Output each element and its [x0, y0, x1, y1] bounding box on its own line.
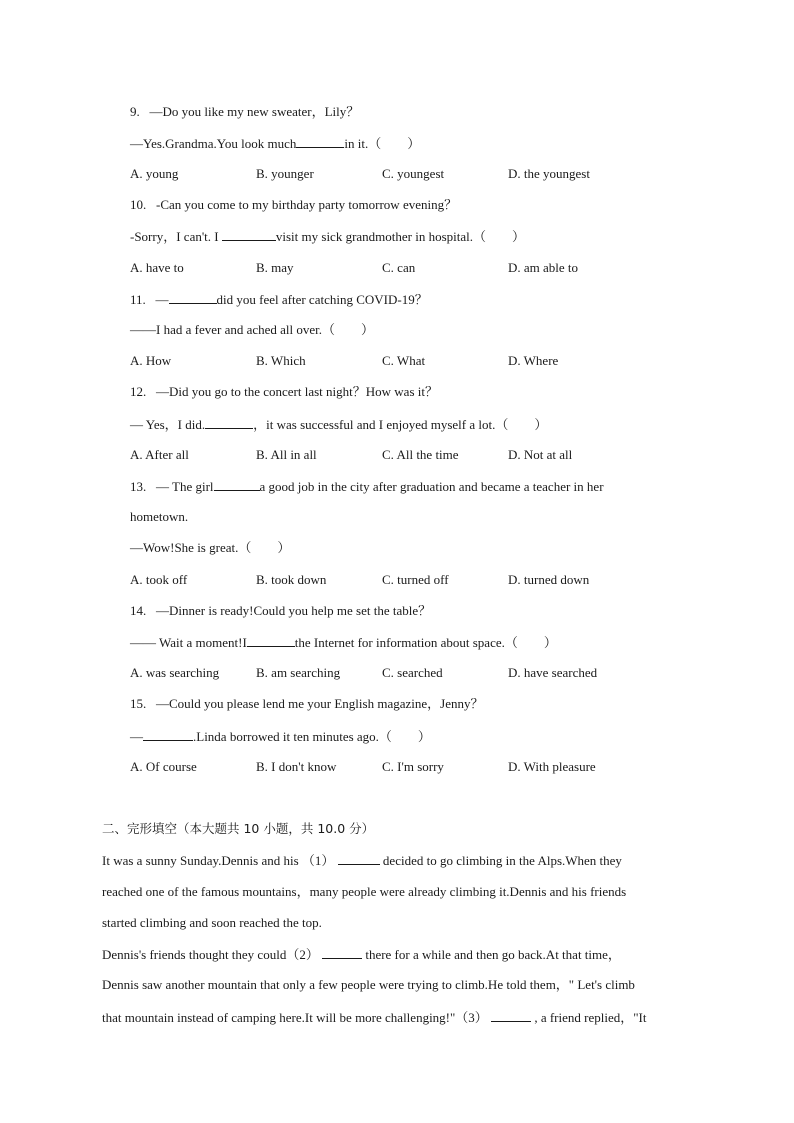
passage-line: that mountain instead of camping here.It will be more challenging!"（3） , a friend replied，"It	[102, 1010, 647, 1025]
question-12-answer-line: — Yes，I did. ，it was successful and I enjoyed myself a lot.（ ）	[130, 417, 548, 432]
passage-line: Dennis's friends thought they could（2） there for a while and then go back.At that time，	[102, 947, 621, 962]
answer-blank	[222, 227, 276, 241]
option-b: B. Which	[256, 353, 306, 368]
question-10-answer-line: -Sorry，I can't. I visit my sick grandmother in hospital.（ ）	[130, 229, 526, 244]
option-d: D. the youngest	[508, 166, 590, 181]
question-number: 15.	[130, 696, 147, 711]
question-11-prompt: 11. — did you feel after catching COVID-19？	[130, 292, 428, 307]
question-11-answer-line: ——I had a fever and ached all over.（ ）	[130, 322, 375, 337]
answer-blank	[214, 477, 260, 491]
answer-blank	[247, 633, 295, 647]
passage-line: reached one of the famous mountains，many people were already climbing it.Dennis and his friends	[102, 884, 627, 899]
answer-blank	[296, 134, 344, 148]
question-number: 14.	[130, 603, 147, 618]
option-b: B. may	[256, 260, 294, 275]
question-9-prompt: 9. —Do you like my new sweater，Lily？	[130, 104, 360, 119]
cloze-blank	[322, 945, 362, 959]
answer-blank	[205, 415, 253, 429]
question-15-prompt: 15. —Could you please lend me your English magazine，Jenny？	[130, 696, 484, 711]
question-9-answer-line: —Yes.Grandma.You look much in it.（ ）	[130, 136, 421, 151]
question-number: 9.	[130, 104, 140, 119]
question-14-answer-line: —— Wait a moment!I the Internet for information about space.（ ）	[130, 635, 557, 650]
option-d: D. am able to	[508, 260, 579, 275]
option-b: B. younger	[256, 166, 314, 181]
answer-blank	[143, 727, 193, 741]
cloze-blank	[338, 851, 380, 865]
option-c: C. I'm sorry	[382, 759, 444, 774]
cloze-blank	[491, 1008, 531, 1022]
option-a: A. have to	[130, 260, 184, 275]
option-b: B. took down	[256, 572, 327, 587]
question-15-answer-line: — .Linda borrowed it ten minutes ago.（ ）	[130, 729, 431, 744]
option-b: B. am searching	[256, 665, 341, 680]
option-c: C. can	[382, 260, 416, 275]
option-d: D. Where	[508, 353, 559, 368]
question-number: 10.	[130, 197, 147, 212]
option-c: C. What	[382, 353, 426, 368]
question-10-prompt: 10. -Can you come to my birthday party tomorrow evening？	[130, 197, 458, 212]
passage-line: It was a sunny Sunday.Dennis and his （1） decided to go climbing in the Alps.When they	[102, 853, 622, 868]
option-a: A. Of course	[130, 759, 197, 774]
question-number: 12.	[130, 384, 147, 399]
option-c: C. turned off	[382, 572, 449, 587]
option-a: A. young	[130, 166, 179, 181]
option-d: D. have searched	[508, 665, 598, 680]
option-a: A. was searching	[130, 665, 220, 680]
question-14-prompt: 14. —Dinner is ready!Could you help me set the table？	[130, 603, 432, 618]
question-number: 11.	[130, 292, 146, 307]
passage-line: Dennis saw another mountain that only a few people were trying to climb.He told them，" Let's climb	[102, 977, 635, 992]
option-a: A. After all	[130, 447, 189, 462]
option-c: C. All the time	[382, 447, 459, 462]
question-number: 13.	[130, 479, 147, 494]
option-d: D. turned down	[508, 572, 590, 587]
question-13-continuation: hometown.	[130, 509, 189, 524]
option-a: A. How	[130, 353, 172, 368]
option-d: D. Not at all	[508, 447, 573, 462]
question-13-prompt: 13. — The girl a good job in the city after graduation and became a teacher in her	[130, 479, 604, 494]
section-heading: 二、完形填空（本大题共 10 小题，共 10.0 分）	[102, 821, 375, 836]
option-a: A. took off	[130, 572, 188, 587]
answer-blank	[169, 290, 217, 304]
passage-line: started climbing and soon reached the top.	[102, 915, 322, 930]
option-b: B. All in all	[256, 447, 317, 462]
option-c: C. searched	[382, 665, 443, 680]
option-c: C. youngest	[382, 166, 445, 181]
question-12-prompt: 12. —Did you go to the concert last night？How was it？	[130, 384, 438, 399]
question-13-answer-line: —Wow!She is great.（ ）	[130, 540, 291, 555]
option-d: D. With pleasure	[508, 759, 596, 774]
option-b: B. I don't know	[256, 759, 337, 774]
